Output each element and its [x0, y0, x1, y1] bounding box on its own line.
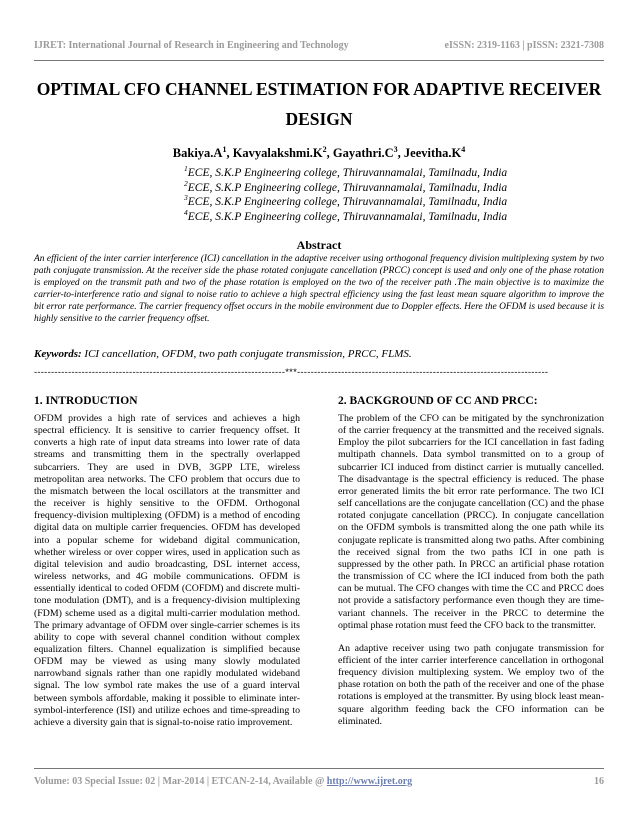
affiliation-line: $^2$ECE, S.K.P Engineering college, Thiruvannamalai, Tamilnadu, India — [184, 178, 508, 194]
body-paragraph: OFDM provides a high rate of services and achieves a high spectral efficiency. It is sensitive to carrier frequency offset. It converts a high rate of input data streams into lower rate of data streams and transmitting them in the spectrally overlapped subcarriers. They are used in DVB, 3GPP LTE, wireless metropolitan area networks. The CFO problem that occurs due to the mismatch between the local oscillators at the transmitter and the receiver is highly sensitive to the OFDM. Orthogonal frequency-division multiplexing (OFDM) is a method of encoding digital data on multiple carrier frequencies. OFDM has developed into a popular scheme for wideband digital communication, whether wireless or over copper wires, used in application such as digital television and audio broadcasting, DSL internet access, wireless networks, and 4G mobile communications. OFDM is essentially identical to coded OFDM (COFDM) and discrete multi-tone modulation (DMT), and is a frequency-division multiplexing (FDM) scheme used as a digital multi-carrier modulation method. The primary advantage of OFDM over single-carrier schemes is its ability to cope with several channel condition without complex equalization filters. Channel equalization is simplified because OFDM may be viewed as using many slowly modulated narrowband signals rather than one rapidly modulated wideband signal. The low symbol rate makes the use of a guard interval between symbols affordable, making it possible to eliminate inter-symbol-interference (ISI) and utilize echoes and time-spreading to achieve a diversity gain that is signal-to-noise ratio improvement. — [34, 413, 300, 728]
issn-info: eISSN: 2319-1163 | pISSN: 2321-7308 — [444, 40, 604, 51]
affiliation-line: $^1$ECE, S.K.P Engineering college, Thiruvannamalai, Tamilnadu, India — [184, 164, 508, 179]
affiliation-line: $^4$ECE, S.K.P Engineering college, Thiruvannamalai, Tamilnadu, India — [184, 207, 508, 223]
body-paragraph: The problem of the CFO can be mitigated by the synchronization of the carrier frequency at the transmitted and the received signals. Employ the pilot subcarriers for the ICI cancellation in fast fading multipath channels. Data symbol transmitted on to a group of subcarrier ICI induced from distinct carrier is mutually cancelled. The disadvantage is the spectral efficiency is reduced. The phase error generated limits the bit error rate performance. The two ICI self cancellations are the conjugate cancellation (CC) and the phase rotated conjugate cancellation (PRCC). In conjugate cancellation on the OFDM symbols is transmitted along the one path while its conjugate replicate is transmitted along two paths. After combining the received signal from the two paths ICI in one path is suppressed by the other path. In PRCC an artificial phase rotation the transmission of CC where the ICI induced from both the path can be mutual. The CFO changes with time the CC and PRCC does not provide a satisfactory performance even though they are time-variant channels. The receiver in the PRCC to determine the optimal phase rotation must feed the CFO back to the transmitter. — [338, 413, 604, 631]
section-heading-background: 2. BACKGROUND OF CC AND PRCC: — [338, 395, 538, 407]
affiliation-line: $^3$ECE, S.K.P Engineering college, Thiruvannamalai, Tamilnadu, India — [184, 193, 508, 208]
section-heading-introduction: 1. INTRODUCTION — [34, 395, 138, 407]
journal-name: IJRET: International Journal of Research in Engineering and Technology — [34, 40, 349, 51]
running-footer — [34, 776, 604, 787]
right-column — [338, 395, 604, 739]
keywords — [34, 348, 604, 360]
footer-rule — [34, 768, 604, 769]
author-name: Kavyalakshmi.K — [232, 146, 323, 160]
affiliation-list — [184, 166, 507, 224]
author-sup: 1 — [222, 144, 227, 154]
paper-title: OPTIMAL CFO CHANNEL ESTIMATION FOR ADAPTIVE RECEIVER DESIGN — [36, 79, 602, 129]
keywords-text: ICI cancellation, OFDM, two path conjugate transmission, PRCC, FLMS. — [84, 348, 412, 360]
body-paragraph: An adaptive receiver using two path conjugate transmission for efficient of the inter carrier interference cancellation in orthogonal frequency division multiplexing system. We employ two of the phase rotation on both the path of the receiver and one of the phase rotations is employed at the transmitter. By using block least mean-square algorithm feeding back the CFO information can be eliminated. — [338, 642, 604, 727]
page-number: 16 — [594, 776, 604, 787]
section-separator: --------------------------------------------------------------------------***-------------------------------------------------------------------------- — [34, 367, 549, 378]
author-name: Gayathri.C — [332, 146, 394, 160]
author-sup: 2 — [322, 144, 327, 154]
abstract-text: An efficient of the inter carrier interference (ICI) cancellation in the adaptive receiver using orthogonal frequency division multiplexing system by two path conjugate transmission. At the receiver side the phase rotated conjugate cancellation (PRCC) concept is used and only one of the phase rotation is employed on the transmit path and two of the phase rotation is employed on the two of the receiver path .The main objective is to maximize the carrier-to-interference ratio and signal to noise ratio to achieve a high spectral efficiency using the fast least mean square algorithm to improve the bit error rate performance. The carrier frequency offset occurs in the mobile environment due to Doppler effects. Here the OFDM is used because it is highly sensitive to the carrier frequency offset. — [34, 254, 604, 325]
running-header — [34, 40, 604, 51]
keywords-label: Keywords: — [34, 348, 82, 360]
author-sup: 3 — [393, 144, 398, 154]
left-column — [34, 395, 300, 740]
abstract-heading: Abstract — [296, 238, 342, 252]
header-rule — [34, 60, 604, 61]
author-sup: 4 — [461, 144, 466, 154]
journal-link[interactable]: http://www.ijret.org — [326, 776, 413, 787]
author-list: $Bakiya.A^1$, $Kavyalakshmi.K^2$, $Gayathri.C^3$, $Jeevitha.K^4$ — [172, 144, 466, 160]
footer-info: Volume: 03 Special Issue: 02 | Mar-2014 | ETCAN-2-14, Available @ http://www.ijret.org — [34, 776, 413, 787]
author-name: Bakiya.A — [172, 146, 223, 160]
author-name: Jeevitha.K — [403, 146, 462, 160]
